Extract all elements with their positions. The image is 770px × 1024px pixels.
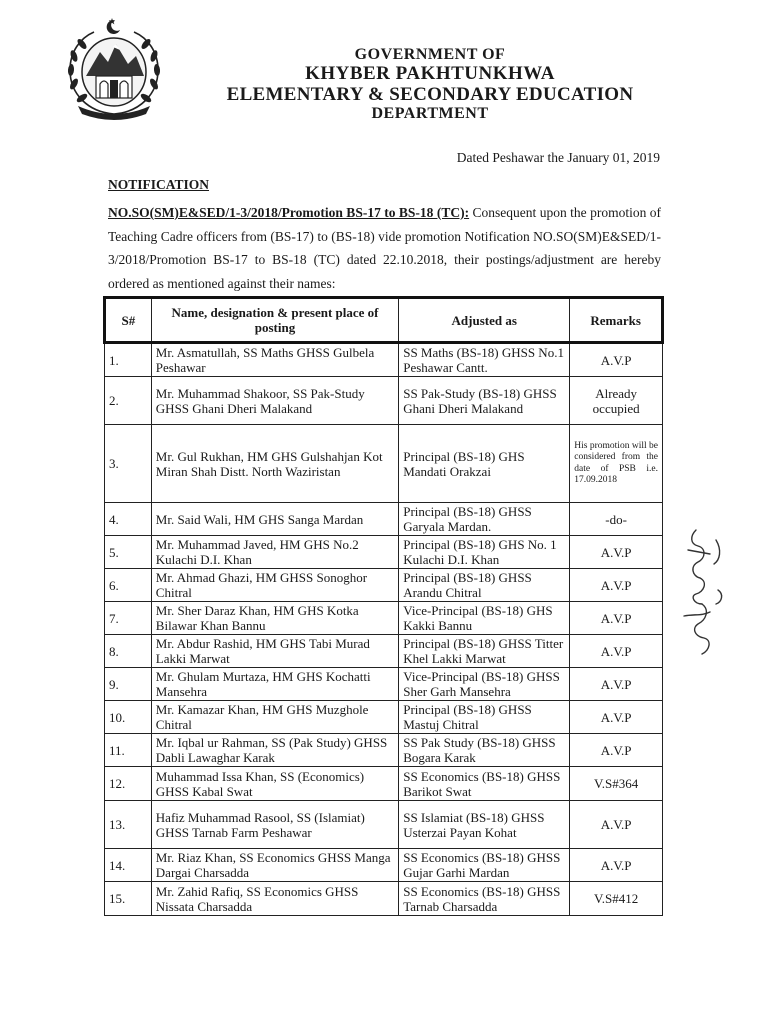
row-name: Mr. Ahmad Ghazi, HM GHSS Sonoghor Chitral bbox=[151, 569, 398, 602]
table-row bbox=[105, 602, 663, 635]
row-serial: 13. bbox=[105, 801, 152, 849]
header-department: DEPARTMENT bbox=[371, 105, 489, 122]
row-serial: 10. bbox=[105, 701, 152, 734]
row-serial: 1. bbox=[105, 343, 152, 377]
row-remarks: V.S#364 bbox=[570, 767, 663, 801]
row-name: Mr. Ghulam Murtaza, HM GHS Kochatti Mansehra bbox=[151, 668, 398, 701]
handwritten-signature-icon bbox=[676, 520, 736, 660]
row-remarks: A.V.P bbox=[570, 734, 663, 767]
row-adjusted: SS Pak-Study (BS-18) GHSS Ghani Dheri Malakand bbox=[399, 377, 570, 425]
header-remarks: Remarks bbox=[570, 298, 663, 343]
row-name: Mr. Iqbal ur Rahman, SS (Pak Study) GHSS Dabli Lawaghar Karak bbox=[151, 734, 398, 767]
row-remarks: A.V.P bbox=[570, 569, 663, 602]
header-name: Name, designation & present place of posting bbox=[151, 298, 398, 343]
row-serial: 15. bbox=[105, 882, 152, 916]
row-serial: 6. bbox=[105, 569, 152, 602]
row-serial: 4. bbox=[105, 503, 152, 536]
row-remarks: Already occupied bbox=[570, 377, 663, 425]
row-adjusted: SS Maths (BS-18) GHSS No.1 Peshawar Cantt. bbox=[399, 343, 570, 377]
notification-body-text: Consequent upon the promotion of Teaching Cadre officers from (BS-17) to (BS-18) vide promotion Notification NO.SO(SM)E&SED/1-3/2018/Promotion BS-17 to BS-18 (TC) dated 22.10.2018, their postings/adjustment are hereby ordered as mentioned against their names: bbox=[108, 205, 661, 291]
table-row bbox=[105, 343, 663, 377]
row-serial: 14. bbox=[105, 849, 152, 882]
row-adjusted: Principal (BS-18) GHSS Titter Khel Lakki Marwat bbox=[399, 635, 570, 668]
notification-reference: NO.SO(SM)E&SED/1-3/2018/Promotion BS-17 to BS-18 (TC): bbox=[108, 205, 470, 220]
row-name: Mr. Gul Rukhan, HM GHS Gulshahjan Kot Miran Shah Distt. North Waziristan bbox=[151, 425, 398, 503]
table-row bbox=[105, 734, 663, 767]
row-remarks: A.V.P bbox=[570, 801, 663, 849]
letterhead bbox=[150, 46, 710, 123]
row-remarks: A.V.P bbox=[570, 343, 663, 377]
header-department-name: ELEMENTARY & SECONDARY EDUCATION bbox=[226, 84, 634, 105]
table-row bbox=[105, 569, 663, 602]
row-adjusted: Principal (BS-18) GHSS Mastuj Chitral bbox=[399, 701, 570, 734]
table-row bbox=[105, 377, 663, 425]
row-remarks: A.V.P bbox=[570, 849, 663, 882]
table-row bbox=[105, 635, 663, 668]
row-remarks: A.V.P bbox=[570, 635, 663, 668]
row-name: Mr. Kamazar Khan, HM GHS Muzghole Chitral bbox=[151, 701, 398, 734]
notification-body bbox=[108, 201, 661, 295]
row-adjusted: SS Pak Study (BS-18) GHSS Bogara Karak bbox=[399, 734, 570, 767]
row-adjusted: Principal (BS-18) GHSS Arandu Chitral bbox=[399, 569, 570, 602]
row-serial: 11. bbox=[105, 734, 152, 767]
row-adjusted: Vice-Principal (BS-18) GHS Kakki Bannu bbox=[399, 602, 570, 635]
row-remarks: A.V.P bbox=[570, 536, 663, 569]
row-name: Mr. Muhammad Shakoor, SS Pak-Study GHSS Ghani Dheri Malakand bbox=[151, 377, 398, 425]
row-remarks: A.V.P bbox=[570, 602, 663, 635]
table-row bbox=[105, 668, 663, 701]
row-adjusted: Principal (BS-18) GHS No. 1 Kulachi D.I. Khan bbox=[399, 536, 570, 569]
row-adjusted: Vice-Principal (BS-18) GHSS Sher Garh Mansehra bbox=[399, 668, 570, 701]
row-name: Muhammad Issa Khan, SS (Economics) GHSS Kabal Swat bbox=[151, 767, 398, 801]
row-adjusted: SS Islamiat (BS-18) GHSS Usterzai Payan Kohat bbox=[399, 801, 570, 849]
row-adjusted: Principal (BS-18) GHS Mandati Orakzai bbox=[399, 425, 570, 503]
row-remarks: A.V.P bbox=[570, 701, 663, 734]
row-name: Mr. Sher Daraz Khan, HM GHS Kotka Bilawar Khan Bannu bbox=[151, 602, 398, 635]
row-serial: 2. bbox=[105, 377, 152, 425]
row-serial: 9. bbox=[105, 668, 152, 701]
row-name: Mr. Riaz Khan, SS Economics GHSS Manga Dargai Charsadda bbox=[151, 849, 398, 882]
row-name: Hafiz Muhammad Rasool, SS (Islamiat) GHSS Tarnab Farm Peshawar bbox=[151, 801, 398, 849]
postings-table bbox=[103, 296, 664, 916]
row-serial: 5. bbox=[105, 536, 152, 569]
table-row bbox=[105, 801, 663, 849]
row-adjusted: SS Economics (BS-18) GHSS Gujar Garhi Mardan bbox=[399, 849, 570, 882]
row-name: Mr. Abdur Rashid, HM GHS Tabi Murad Lakki Marwat bbox=[151, 635, 398, 668]
row-name: Mr. Said Wali, HM GHS Sanga Mardan bbox=[151, 503, 398, 536]
header-adjusted: Adjusted as bbox=[399, 298, 570, 343]
header-province: KHYBER PAKHTUNKHWA bbox=[305, 63, 555, 84]
row-serial: 7. bbox=[105, 602, 152, 635]
table-row bbox=[105, 882, 663, 916]
row-remarks: V.S#412 bbox=[570, 882, 663, 916]
row-name: Mr. Muhammad Javed, HM GHS No.2 Kulachi D.I. Khan bbox=[151, 536, 398, 569]
notification-title: NOTIFICATION bbox=[108, 177, 210, 192]
table-row bbox=[105, 767, 663, 801]
table-row bbox=[105, 503, 663, 536]
row-serial: 12. bbox=[105, 767, 152, 801]
header-serial: S# bbox=[105, 298, 152, 343]
row-name: Mr. Asmatullah, SS Maths GHSS Gulbela Peshawar bbox=[151, 343, 398, 377]
date-line: Dated Peshawar the January 01, 2019 bbox=[456, 150, 660, 165]
row-remarks: -do- bbox=[570, 503, 663, 536]
table-row bbox=[105, 536, 663, 569]
table-header-row bbox=[105, 298, 663, 343]
row-serial: 3. bbox=[105, 425, 152, 503]
header-government: GOVERNMENT OF bbox=[354, 46, 506, 63]
row-remarks: His promotion will be considered from the date of PSB i.e. 17.09.2018 bbox=[570, 425, 663, 503]
table-row bbox=[105, 425, 663, 503]
row-serial: 8. bbox=[105, 635, 152, 668]
row-remarks: A.V.P bbox=[570, 668, 663, 701]
row-name: Mr. Zahid Rafiq, SS Economics GHSS Nissata Charsadda bbox=[151, 882, 398, 916]
row-adjusted: SS Economics (BS-18) GHSS Tarnab Charsadda bbox=[399, 882, 570, 916]
table-row bbox=[105, 701, 663, 734]
table-row bbox=[105, 849, 663, 882]
row-adjusted: SS Economics (BS-18) GHSS Barikot Swat bbox=[399, 767, 570, 801]
row-adjusted: Principal (BS-18) GHSS Garyala Mardan. bbox=[399, 503, 570, 536]
